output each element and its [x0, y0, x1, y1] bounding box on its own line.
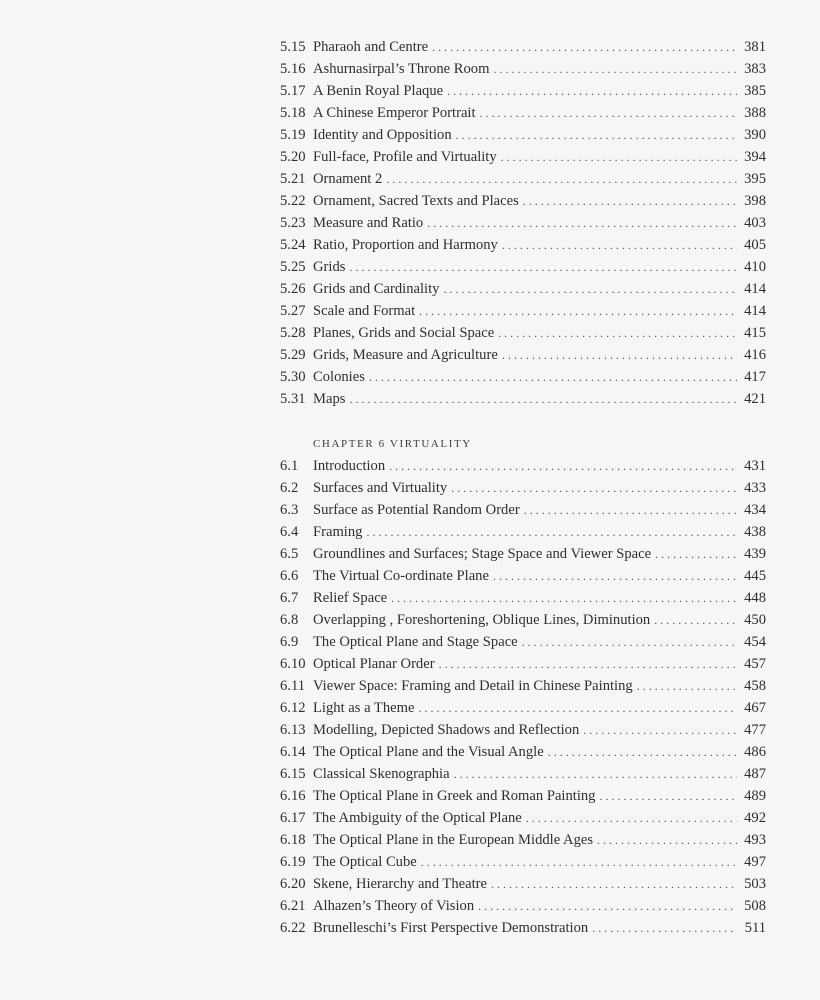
toc-entry: [280, 455, 766, 477]
dot-leader: [418, 697, 737, 719]
entry-number: 5.18: [280, 105, 306, 121]
entry-title: Ashurnasirpal’s Throne Room: [313, 61, 490, 77]
entry-title: Framing: [313, 524, 363, 540]
dot-leader: [654, 609, 737, 631]
entry-page-number: 508: [744, 898, 766, 914]
chapter-heading: CHAPTER 6 VIRTUALITY: [313, 438, 472, 450]
entry-title: Optical Planar Order: [313, 656, 435, 672]
dot-leader: [592, 917, 737, 939]
entry-number: 5.16: [280, 61, 306, 77]
entry-title: A Chinese Emperor Portrait: [313, 105, 476, 121]
dot-leader: [655, 543, 737, 565]
entry-page-number: 431: [744, 458, 766, 474]
entry-title: Ornament, Sacred Texts and Places: [313, 193, 519, 209]
entry-page-number: 458: [744, 678, 766, 694]
dot-leader: [349, 388, 737, 410]
dot-leader: [501, 146, 737, 168]
entry-page-number: 414: [744, 281, 766, 297]
dot-leader: [447, 80, 737, 102]
toc-entry: [280, 278, 766, 300]
dot-leader: [599, 785, 737, 807]
entry-page-number: 415: [744, 325, 766, 341]
entry-number: 6.9: [280, 634, 299, 650]
entry-page-number: 410: [744, 259, 766, 275]
toc-entry: [280, 521, 766, 543]
entry-page-number: 477: [744, 722, 766, 738]
toc-entry: [280, 80, 766, 102]
toc-entry: [280, 895, 766, 917]
dot-leader: [432, 36, 737, 58]
toc-entry: [280, 873, 766, 895]
entry-number: 6.20: [280, 876, 306, 892]
entry-page-number: 403: [744, 215, 766, 231]
toc-entry: [280, 675, 766, 697]
dot-leader: [349, 256, 737, 278]
entry-number: 5.20: [280, 149, 306, 165]
toc-entry: [280, 388, 766, 410]
entry-number: 6.13: [280, 722, 306, 738]
entry-title: Maps: [313, 391, 346, 407]
entry-page-number: 493: [744, 832, 766, 848]
toc-entry: [280, 741, 766, 763]
toc-entry: [280, 697, 766, 719]
toc-entry: [280, 653, 766, 675]
toc-entry: [280, 344, 766, 366]
entry-page-number: 388: [744, 105, 766, 121]
dot-leader: [389, 455, 737, 477]
entry-number: 6.5: [280, 546, 299, 562]
entry-number: 6.10: [280, 656, 306, 672]
entry-page-number: 414: [744, 303, 766, 319]
toc-entry: [280, 719, 766, 741]
toc-entry: [280, 102, 766, 124]
entry-page-number: 486: [744, 744, 766, 760]
entry-page-number: 395: [744, 171, 766, 187]
entry-title: The Optical Plane and Stage Space: [313, 634, 518, 650]
toc-entry: [280, 212, 766, 234]
dot-leader: [548, 741, 737, 763]
entry-title: Ratio, Proportion and Harmony: [313, 237, 498, 253]
entry-number: 5.24: [280, 237, 306, 253]
entry-page-number: 417: [744, 369, 766, 385]
dot-leader: [523, 190, 737, 212]
entry-title: Grids and Cardinality: [313, 281, 440, 297]
toc-entry: [280, 785, 766, 807]
entry-title: Light as a Theme: [313, 700, 415, 716]
entry-number: 6.11: [280, 678, 305, 694]
entry-page-number: 450: [744, 612, 766, 628]
toc-entry: [280, 36, 766, 58]
entry-title: Brunelleschi’s First Perspective Demonstration: [313, 920, 589, 936]
entry-title: Relief Space: [313, 590, 388, 606]
entry-title: The Optical Plane and the Visual Angle: [313, 744, 544, 760]
entry-title: Alhazen’s Theory of Vision: [313, 898, 475, 914]
entry-number: 5.19: [280, 127, 306, 143]
entry-number: 6.14: [280, 744, 306, 760]
dot-leader: [427, 212, 737, 234]
toc-entry: [280, 234, 766, 256]
entry-page-number: 448: [744, 590, 766, 606]
entry-title: Scale and Format: [313, 303, 416, 319]
entry-page-number: 438: [744, 524, 766, 540]
toc-entry: [280, 146, 766, 168]
dot-leader: [498, 322, 737, 344]
dot-leader: [491, 873, 737, 895]
entry-page-number: 487: [744, 766, 766, 782]
entry-title: Modelling, Depicted Shadows and Reflection: [313, 722, 580, 738]
dot-leader: [369, 366, 737, 388]
dot-leader: [443, 278, 737, 300]
entry-title: Classical Skenographia: [313, 766, 450, 782]
dot-leader: [502, 234, 737, 256]
toc-entry: [280, 609, 766, 631]
entry-number: 6.17: [280, 810, 306, 826]
dot-leader: [391, 587, 737, 609]
entry-page-number: 439: [744, 546, 766, 562]
entry-title: Grids: [313, 259, 346, 275]
entry-title: Pharaoh and Centre: [313, 39, 429, 55]
toc-entry: [280, 322, 766, 344]
entry-title: A Benin Royal Plaque: [313, 83, 444, 99]
entry-page-number: 385: [744, 83, 766, 99]
entry-page-number: 454: [744, 634, 766, 650]
entry-page-number: 492: [744, 810, 766, 826]
entry-title: Measure and Ratio: [313, 215, 424, 231]
toc-entry: [280, 587, 766, 609]
toc-entry: [280, 58, 766, 80]
entry-title: The Optical Cube: [313, 854, 417, 870]
entry-page-number: 445: [744, 568, 766, 584]
toc-entry: [280, 477, 766, 499]
dot-leader: [597, 829, 737, 851]
dot-leader: [366, 521, 737, 543]
entry-number: 6.18: [280, 832, 306, 848]
entry-number: 6.22: [280, 920, 306, 936]
dot-leader: [480, 102, 737, 124]
toc-entry: [280, 917, 766, 939]
toc-entry: [280, 300, 766, 322]
entry-title: Grids, Measure and Agriculture: [313, 347, 498, 363]
toc-entry: [280, 190, 766, 212]
dot-leader: [524, 499, 737, 521]
toc-entry: [280, 543, 766, 565]
entry-title: Ornament 2: [313, 171, 383, 187]
toc-entry: [280, 168, 766, 190]
dot-leader: [439, 653, 737, 675]
entry-page-number: 497: [744, 854, 766, 870]
dot-leader: [637, 675, 737, 697]
entry-page-number: 390: [744, 127, 766, 143]
entry-title: The Optical Plane in Greek and Roman Painting: [313, 788, 596, 804]
entry-title: Surfaces and Virtuality: [313, 480, 448, 496]
dot-leader: [526, 807, 737, 829]
entry-page-number: 383: [744, 61, 766, 77]
entry-title: Colonies: [313, 369, 365, 385]
entry-number: 5.27: [280, 303, 306, 319]
entry-number: 5.31: [280, 391, 306, 407]
entry-title: Surface as Potential Random Order: [313, 502, 520, 518]
entry-title: Overlapping , Foreshortening, Oblique Lines, Diminution: [313, 612, 651, 628]
toc-entry: [280, 631, 766, 653]
entry-number: 5.28: [280, 325, 306, 341]
dot-leader: [386, 168, 737, 190]
entry-number: 5.22: [280, 193, 306, 209]
entry-number: 6.15: [280, 766, 306, 782]
entry-number: 6.1: [280, 458, 299, 474]
toc-entry: [280, 829, 766, 851]
entry-number: 6.7: [280, 590, 299, 606]
dot-leader: [451, 477, 737, 499]
entry-number: 6.6: [280, 568, 299, 584]
entry-title: Introduction: [313, 458, 386, 474]
entry-page-number: 489: [744, 788, 766, 804]
dot-leader: [583, 719, 737, 741]
entry-title: Identity and Opposition: [313, 127, 452, 143]
dot-leader: [493, 58, 737, 80]
entry-number: 5.29: [280, 347, 306, 363]
entry-page-number: 421: [744, 391, 766, 407]
dot-leader: [522, 631, 737, 653]
dot-leader: [493, 565, 737, 587]
entry-page-number: 398: [744, 193, 766, 209]
entry-page-number: 457: [744, 656, 766, 672]
entry-number: 6.8: [280, 612, 299, 628]
entry-number: 6.2: [280, 480, 299, 496]
toc-entry: [280, 763, 766, 785]
entry-title: Skene, Hierarchy and Theatre: [313, 876, 487, 892]
entry-title: Viewer Space: Framing and Detail in Chinese Painting: [313, 678, 633, 694]
entry-page-number: 511: [744, 920, 766, 936]
entry-number: 5.23: [280, 215, 306, 231]
entry-page-number: 434: [744, 502, 766, 518]
toc-entry: [280, 807, 766, 829]
dot-leader: [478, 895, 737, 917]
dot-leader: [456, 124, 737, 146]
toc-entry: [280, 851, 766, 873]
toc-entry: [280, 366, 766, 388]
dot-leader: [502, 344, 737, 366]
entry-page-number: 381: [744, 39, 766, 55]
dot-leader: [419, 300, 737, 322]
entry-number: 6.19: [280, 854, 306, 870]
entry-title: The Virtual Co-ordinate Plane: [313, 568, 489, 584]
entry-number: 5.30: [280, 369, 306, 385]
dot-leader: [454, 763, 737, 785]
entry-title: Groundlines and Surfaces; Stage Space and Viewer Space: [313, 546, 652, 562]
entry-number: 5.15: [280, 39, 306, 55]
entry-number: 6.12: [280, 700, 306, 716]
entry-number: 5.21: [280, 171, 306, 187]
toc-entry: [280, 565, 766, 587]
entry-page-number: 503: [744, 876, 766, 892]
entry-title: The Optical Plane in the European Middle Ages: [313, 832, 594, 848]
entry-number: 5.17: [280, 83, 306, 99]
entry-page-number: 467: [744, 700, 766, 716]
entry-number: 5.26: [280, 281, 306, 297]
entry-page-number: 416: [744, 347, 766, 363]
toc-entry: [280, 499, 766, 521]
entry-number: 6.21: [280, 898, 306, 914]
entry-page-number: 405: [744, 237, 766, 253]
entry-title: Full-face, Profile and Virtuality: [313, 149, 497, 165]
entry-title: The Ambiguity of the Optical Plane: [313, 810, 522, 826]
toc-entry: [280, 124, 766, 146]
entry-number: 5.25: [280, 259, 306, 275]
toc-entry: [280, 256, 766, 278]
entry-page-number: 433: [744, 480, 766, 496]
entry-number: 6.16: [280, 788, 306, 804]
dot-leader: [421, 851, 737, 873]
entry-number: 6.4: [280, 524, 299, 540]
entry-title: Planes, Grids and Social Space: [313, 325, 495, 341]
entry-page-number: 394: [744, 149, 766, 165]
entry-number: 6.3: [280, 502, 299, 518]
